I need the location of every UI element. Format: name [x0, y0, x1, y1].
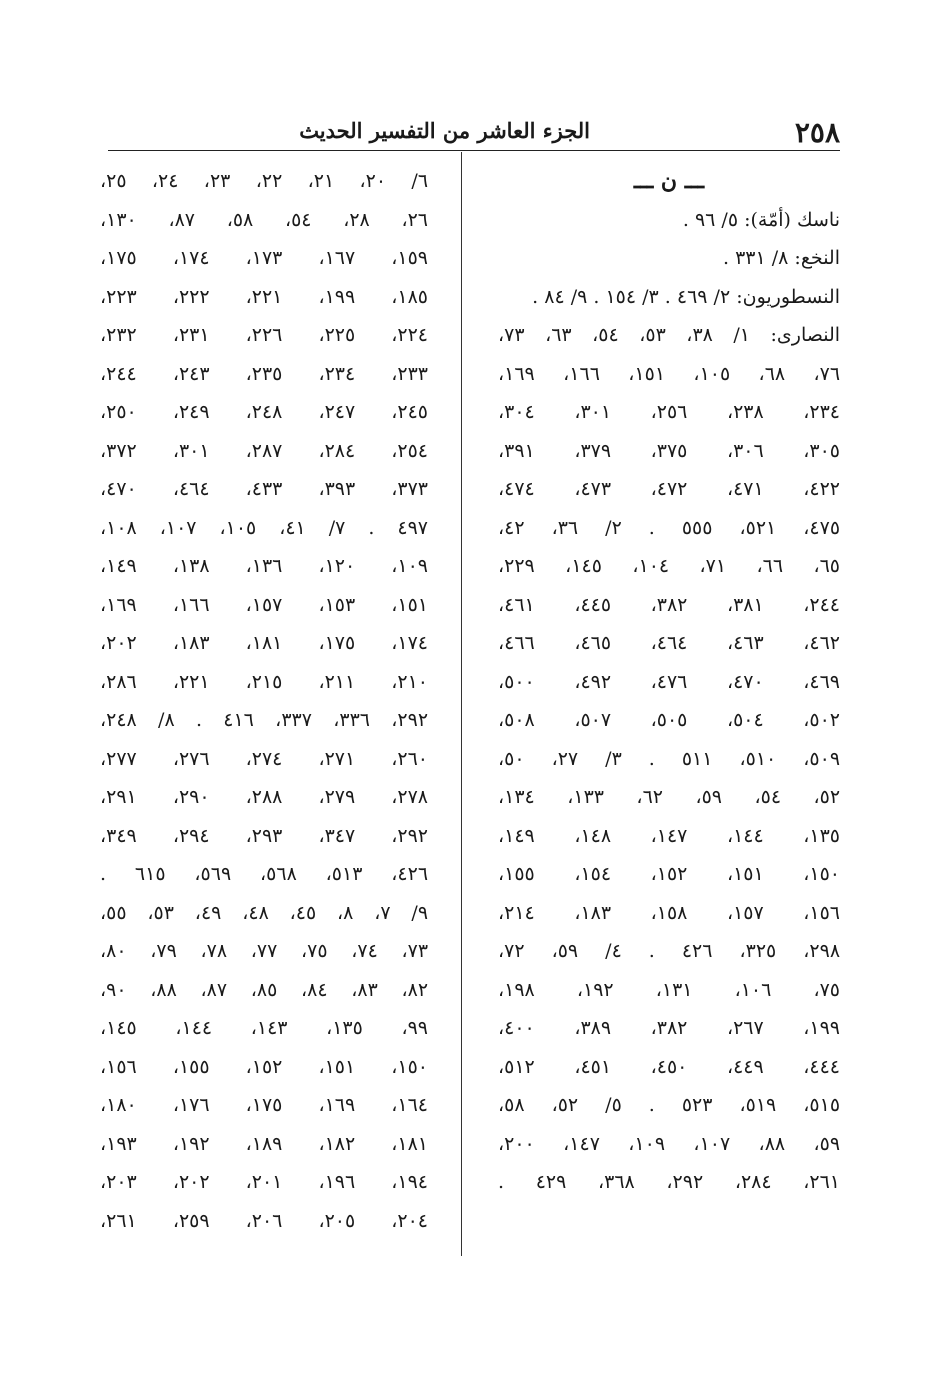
index-line: ٥٠٢، ٥٠٤، ٥٠٥، ٥٠٧، ٥٠٨، [498, 709, 840, 731]
index-line: ٢٦، ٢٨، ٥٤، ٥٨، ٨٧، ١٣٠، [100, 208, 428, 231]
index-line: ٧٣، ٧٤، ٧٥، ٧٧، ٧٨، ٧٩، ٨٠، [100, 940, 428, 962]
index-line: ٣٧٣، ٣٩٣، ٤٣٣، ٤٦٤، ٤٧٠، [100, 478, 428, 500]
index-line: ٤٧٥، ٥٢١، ٥٥٥ . ٢/ ٣٦، ٤٢، [498, 516, 840, 539]
index-line: ٢٩٨، ٣٢٥، ٤٢٦ . ٤/ ٥٩، ٧٢، [498, 940, 840, 962]
index-line: النسطوريون: ٢/ ٤٦٩ . ٣/ ١٥٤ . ٩/ ٨٤ . [532, 285, 840, 308]
page-header [108, 112, 840, 152]
index-line: ١٣٥، ١٤٤، ١٤٧، ١٤٨، ١٤٩، [498, 824, 840, 847]
index-line: ٢٠٤، ٢٠٥، ٢٠٦، ٢٥٩، ٢٦١، [100, 1209, 428, 1232]
index-line: ٥٩، ٨٨، ١٠٧، ١٠٩، ١٤٧، ٢٠٠، [498, 1132, 840, 1155]
index-line: ٤٦٢، ٤٦٣، ٤٦٤، ٤٦٥، ٤٦٦، [498, 632, 840, 654]
index-line: ١٥٩، ١٦٧، ١٧٣، ١٧٤، ١٧٥، [100, 247, 428, 269]
header-rule [108, 150, 840, 151]
index-line: ١٦٤، ١٦٩، ١٧٥، ١٧٦، ١٨٠، [100, 1094, 428, 1116]
index-line: ٢٩٢، ٣٣٦، ٣٣٧، ٤١٦ . ٨/ ٢٤٨، [100, 709, 428, 731]
index-line: ٢٢٤، ٢٢٥، ٢٢٦، ٢٣١، ٢٣٢، [100, 324, 428, 346]
index-line: ٤٩٧ . ٧/ ٤١، ١٠٥، ١٠٧، ١٠٨، [100, 516, 428, 539]
index-line: ١٨١، ١٨٢، ١٨٩، ١٩٢، ١٩٣، [100, 1132, 428, 1155]
index-line: ٣٠٥، ٣٠٦، ٣٧٥، ٣٧٩، ٣٩١، [498, 439, 840, 462]
index-line: ٢٤٤، ٣٨١، ٣٨٢، ٤٤٥، ٤٦١، [498, 593, 840, 616]
index-line: ٩/ ٧، ٨، ٤٥، ٤٨، ٤٩، ٥٣، ٥٥، [100, 901, 428, 924]
index-line: ١٩٤، ١٩٦، ٢٠١، ٢٠٢، ٢٠٣، [100, 1171, 428, 1193]
index-line: ٢١٠، ٢١١، ٢١٥، ٢٢١، ٢٨٦، [100, 670, 428, 693]
index-line: ٤٤٤، ٤٤٩، ٤٥٠، ٤٥١، ٥١٢، [498, 1055, 840, 1078]
index-line: ٥٢، ٥٤، ٥٩، ٦٢، ١٣٣، ١٣٤، [498, 786, 840, 808]
index-line: ٦٥، ٦٦، ٧١، ١٠٤، ١٤٥، ٢٢٩، [498, 555, 840, 577]
index-line: ٨٢، ٨٣، ٨٤، ٨٥، ٨٧، ٨٨، ٩٠، [100, 978, 428, 1001]
index-line: ٥٠٩، ٥١٠، ٥١١ . ٣/ ٢٧، ٥٠، [498, 747, 840, 770]
index-line: ٦/ ٢٠، ٢١، ٢٢، ٢٣، ٢٤، ٢٥، [100, 170, 428, 192]
index-line: ٢٧٨، ٢٧٩، ٢٨٨، ٢٩٠، ٢٩١، [100, 786, 428, 808]
index-line: ١٩٩، ٢٦٧، ٣٨٢، ٣٨٩، ٤٠٠، [498, 1017, 840, 1039]
page-number: ٢٥٨ [794, 116, 840, 149]
column-divider [461, 152, 462, 1256]
index-line: ٢٦٠، ٢٧١، ٢٧٤، ٢٧٦، ٢٧٧، [100, 747, 428, 770]
index-line: ٧٥، ١٠٦، ١٣١، ١٩٢، ١٩٨، [498, 978, 840, 1001]
index-line: ١٠٩، ١٢٠، ١٣٦، ١٣٨، ١٤٩، [100, 555, 428, 577]
section-letter: ـــ ن ـــ [633, 168, 705, 194]
index-line: ١٥٠، ١٥١، ١٥٢، ١٥٥، ١٥٦، [100, 1055, 428, 1078]
index-line: ٢٣٣، ٢٣٤، ٢٣٥، ٢٤٣، ٢٤٤، [100, 362, 428, 385]
index-column-left [100, 162, 428, 1240]
index-line: ٢٤٥، ٢٤٧، ٢٤٨، ٢٤٩، ٢٥٠، [100, 401, 428, 423]
index-line: ١٥١، ١٥٣، ١٥٧، ١٦٦، ١٦٩، [100, 593, 428, 616]
index-line: النصارى: ١/ ٣٨، ٥٣، ٥٤، ٦٣، ٧٣، [498, 324, 840, 346]
index-line: ١٧٤، ١٧٥، ١٨١، ١٨٣، ٢٠٢، [100, 632, 428, 654]
index-line: النخع: ٨/ ٣٣١ . [722, 247, 840, 269]
index-line: ٢٦١، ٢٨٤، ٢٩٢، ٣٦٨، ٤٢٩ . [498, 1171, 840, 1193]
index-line: ٢٩٢، ٣٤٧، ٢٩٣، ٢٩٤، ٣٤٩، [100, 824, 428, 847]
index-line: ٧٦، ٦٨، ١٠٥، ١٥١، ١٦٦، ١٦٩، [498, 362, 840, 385]
index-line: ١٥٦، ١٥٧، ١٥٨، ١٨٣، ٢١٤، [498, 901, 840, 924]
index-line: ناسك (أمّة): ٥/ ٩٦ . [682, 208, 840, 231]
index-line: ٩٩، ١٣٥، ١٤٣، ١٤٤، ١٤٥، [100, 1017, 428, 1039]
index-line: ١٥٠، ١٥١، ١٥٢، ١٥٤، ١٥٥، [498, 863, 840, 885]
index-line: ٥١٥، ٥١٩، ٥٢٣ . ٥/ ٥٢، ٥٨، [498, 1094, 840, 1116]
index-line: ٢٥٤، ٢٨٤، ٢٨٧، ٣٠١، ٣٧٢، [100, 439, 428, 462]
index-line: ٤٦٩، ٤٧٠، ٤٧٦، ٤٩٢، ٥٠٠، [498, 670, 840, 693]
running-title: الجزء العاشر من التفسير الحديث [299, 118, 590, 143]
index-line: ١٨٥، ١٩٩، ٢٢١، ٢٢٢، ٢٢٣، [100, 285, 428, 308]
index-column-right [498, 162, 840, 1202]
index-line: ٤٢٦، ٥١٣، ٥٦٨، ٥٦٩، ٦١٥ . [100, 863, 428, 885]
index-line: ٤٢٢، ٤٧١، ٤٧٢، ٤٧٣، ٤٧٤، [498, 478, 840, 500]
index-line: ٢٣٤، ٢٣٨، ٢٥٦، ٣٠١، ٣٠٤، [498, 401, 840, 423]
